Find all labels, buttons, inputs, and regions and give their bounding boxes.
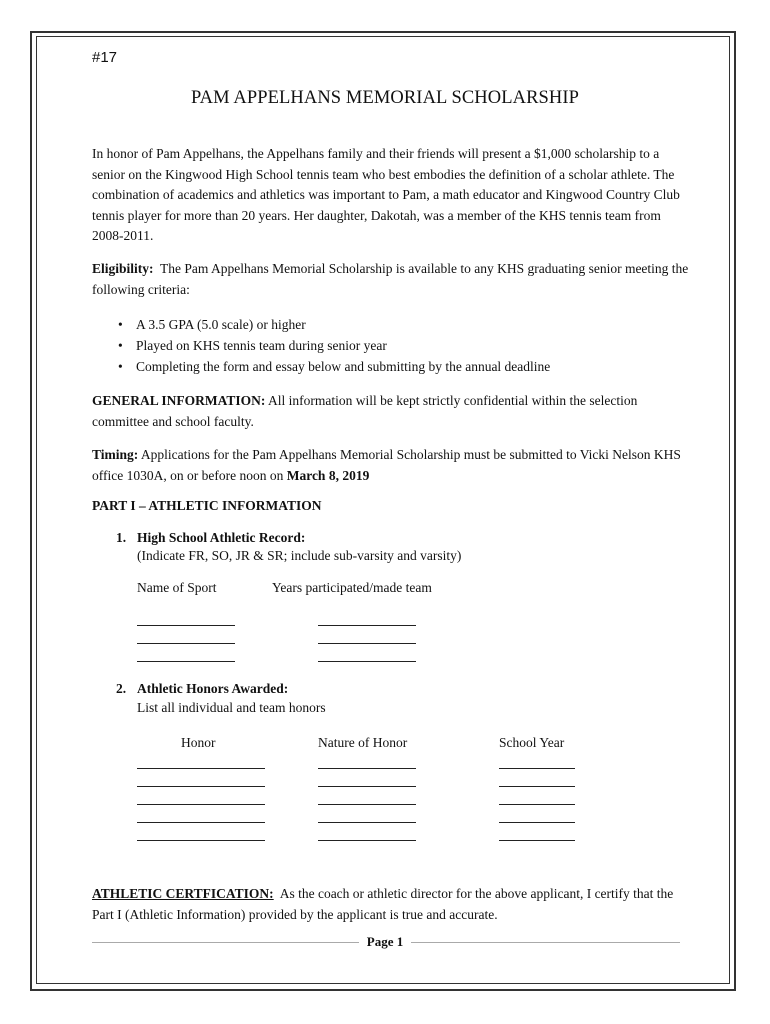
timing-paragraph <box>92 445 692 486</box>
school-year-line-3[interactable] <box>499 804 575 805</box>
page-footer <box>0 934 770 950</box>
honor-line-2[interactable] <box>137 786 265 787</box>
item2-subtitle: List all individual and team honors <box>137 700 326 715</box>
certification-label: ATHLETIC CERTFICATION: <box>92 886 274 901</box>
years-line-3[interactable] <box>318 661 416 662</box>
school-year-line-4[interactable] <box>499 822 575 823</box>
eligibility-label: Eligibility: <box>92 261 154 276</box>
general-info-label: GENERAL INFORMATION: <box>92 393 266 408</box>
school-year-line-1[interactable] <box>499 768 575 769</box>
honor-line-4[interactable] <box>137 822 265 823</box>
nature-line-4[interactable] <box>318 822 416 823</box>
eligibility-paragraph <box>92 259 692 300</box>
sport-line-3[interactable] <box>137 661 235 662</box>
timing-text: Applications for the Pam Appelhans Memorial Scholarship must be submitted to Vicki Nelson KHS office 1030A, on or before noon on <box>92 447 681 483</box>
item1-subtitle: (Indicate FR, SO, JR & SR; include sub-varsity and varsity) <box>137 548 462 563</box>
list-item: • Played on KHS tennis team during senior year <box>118 335 550 356</box>
honor-line-1[interactable] <box>137 768 265 769</box>
item1-title: High School Athletic Record: <box>137 530 306 545</box>
criteria-list <box>118 314 550 377</box>
page-number: Page 1 <box>359 934 411 949</box>
honor-line-5[interactable] <box>137 840 265 841</box>
list-item: • A 3.5 GPA (5.0 scale) or higher <box>118 314 550 335</box>
document-number: #17 <box>92 49 118 66</box>
page-title: PAM APPELHANS MEMORIAL SCHOLARSHIP <box>190 88 580 108</box>
intro-paragraph: In honor of Pam Appelhans, the Appelhans family and their friends will present a $1,000 scholarship to a senior on the Kingwood High School tennis team who best embodies the definition of a scholar athlete. The combination of academics and athletics was important to Pam, a math educator and Kingwood Country Club tennis player for more than 20 years. Her daughter, Dakotah, was a member of the KHS tennis team from 2008-2011. <box>92 146 680 244</box>
honor-line-3[interactable] <box>137 804 265 805</box>
column-header-honor: Honor <box>181 735 216 750</box>
certification-paragraph <box>92 884 692 925</box>
general-info-paragraph <box>92 391 692 432</box>
sport-line-2[interactable] <box>137 643 235 644</box>
nature-line-3[interactable] <box>318 804 416 805</box>
timing-deadline: March 8, 2019 <box>286 467 370 483</box>
certification-text: As the coach or athletic director for the above applicant, I certify that the Part I (Athletic Information) provided by the applicant is true and accurate. <box>92 886 674 922</box>
item2-title: Athletic Honors Awarded: <box>137 681 289 696</box>
school-year-line-5[interactable] <box>499 840 575 841</box>
column-header-sport: Name of Sport <box>137 580 217 595</box>
column-header-nature: Nature of Honor <box>318 735 408 750</box>
column-header-school-year: School Year <box>499 735 565 750</box>
nature-line-2[interactable] <box>318 786 416 787</box>
part1-heading: PART I – ATHLETIC INFORMATION <box>92 498 322 513</box>
years-line-2[interactable] <box>318 643 416 644</box>
nature-line-1[interactable] <box>318 768 416 769</box>
sport-line-1[interactable] <box>137 625 235 626</box>
timing-label: Timing: <box>92 447 139 462</box>
school-year-line-2[interactable] <box>499 786 575 787</box>
item1-number: 1. <box>116 530 127 545</box>
general-info-text: All information will be kept strictly confidential within the selection committee and school faculty. <box>92 393 638 429</box>
nature-line-5[interactable] <box>318 840 416 841</box>
list-item: • Completing the form and essay below and submitting by the annual deadline <box>118 356 550 377</box>
years-line-1[interactable] <box>318 625 416 626</box>
item2-number: 2. <box>116 681 127 696</box>
eligibility-text: The Pam Appelhans Memorial Scholarship is available to any KHS graduating senior meeting the following criteria: <box>92 261 689 297</box>
column-header-years: Years participated/made team <box>272 580 432 595</box>
